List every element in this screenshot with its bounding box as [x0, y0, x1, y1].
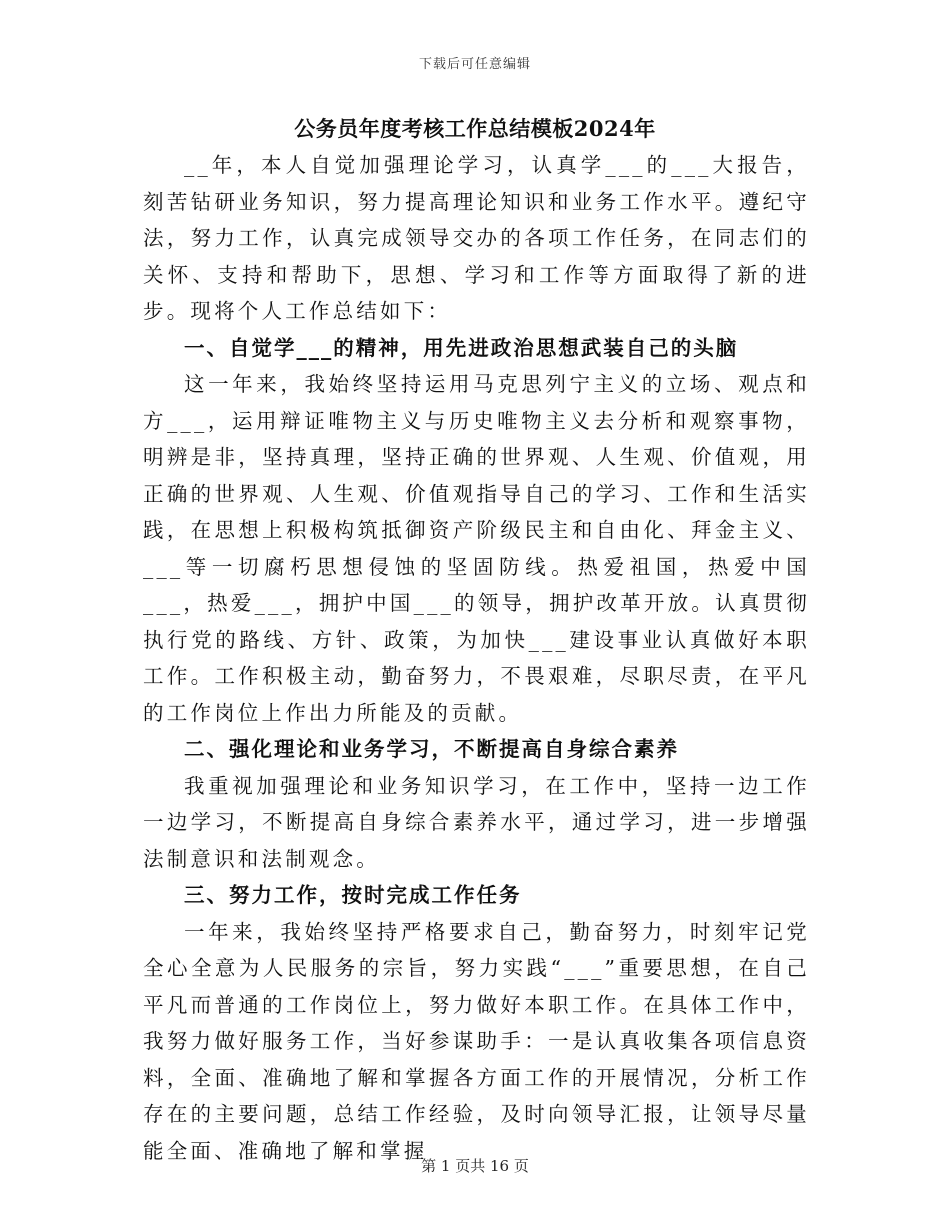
- section-body-2: 我重视加强理论和业务知识学习，在工作中，坚持一边工作一边学习，不断提高自身综合素养水平，通过学习，进一步增强法制意识和法制观念。: [143, 773, 810, 871]
- section-heading-1: 一、自觉学___的精神，用先进政治思想武装自己的头脑: [184, 335, 739, 360]
- section-body-1: 这一年来，我始终坚持运用马克思列宁主义的立场、观点和方___，运用辩证唯物主义与历史唯物主义去分析和观察事物，明辨是非，坚持真理，坚持正确的世界观、人生观、价值观，用正确的世界观、人生观、价值观指导自己的学习、工作和生活实践，在思想上积极构筑抵御资产阶级民主和自由化、拜金主义、___等一切腐朽思想侵蚀的坚固防线。热爱祖国，热爱中国___，热爱___，拥护中国___的领导，拥护改革开放。认真贯彻执行党的路线、方针、政策，为加快___建设事业认真做好本职工作。工作积极主动，勤奋努力，不畏艰难，尽职尽责，在平凡的工作岗位上作出力所能及的贡献。: [143, 372, 810, 725]
- document-title: 公务员年度考核工作总结模板2024年: [294, 116, 656, 141]
- page-footer: 第 1 页共 16 页: [421, 1157, 529, 1175]
- document-body: [143, 147, 810, 1169]
- section-body-3: 一年来，我始终坚持严格要求自己，勤奋努力，时刻牢记党全心全意为人民服务的宗旨，努力实践“___”重要思想，在自己平凡而普通的工作岗位上，努力做好本职工作。在具体工作中，我努力做好服务工作，当好参谋助手：一是认真收集各项信息资料，全面、准确地了解和掌握各方面工作的开展情况，分析工作存在的主要问题，总结工作经验，及时向领导汇报，让领导尽量能全面、准确地了解和掌握: [143, 919, 810, 1163]
- section-heading-2: 二、强化理论和业务学习，不断提高自身综合素养: [184, 737, 679, 761]
- section-heading-3: 三、努力工作，按时完成工作任务: [184, 883, 522, 907]
- intro-paragraph: __年，本人自觉加强理论学习，认真学___的___大报告，刻苦钻研业务知识，努力提高理论知识和业务工作水平。遵纪守法，努力工作，认真完成领导交办的各项工作任务，在同志们的关怀、支持和帮助下，思想、学习和工作等方面取得了新的进步。现将个人工作总结如下：: [143, 153, 810, 323]
- header-note: 下载后可任意编辑: [418, 57, 531, 72]
